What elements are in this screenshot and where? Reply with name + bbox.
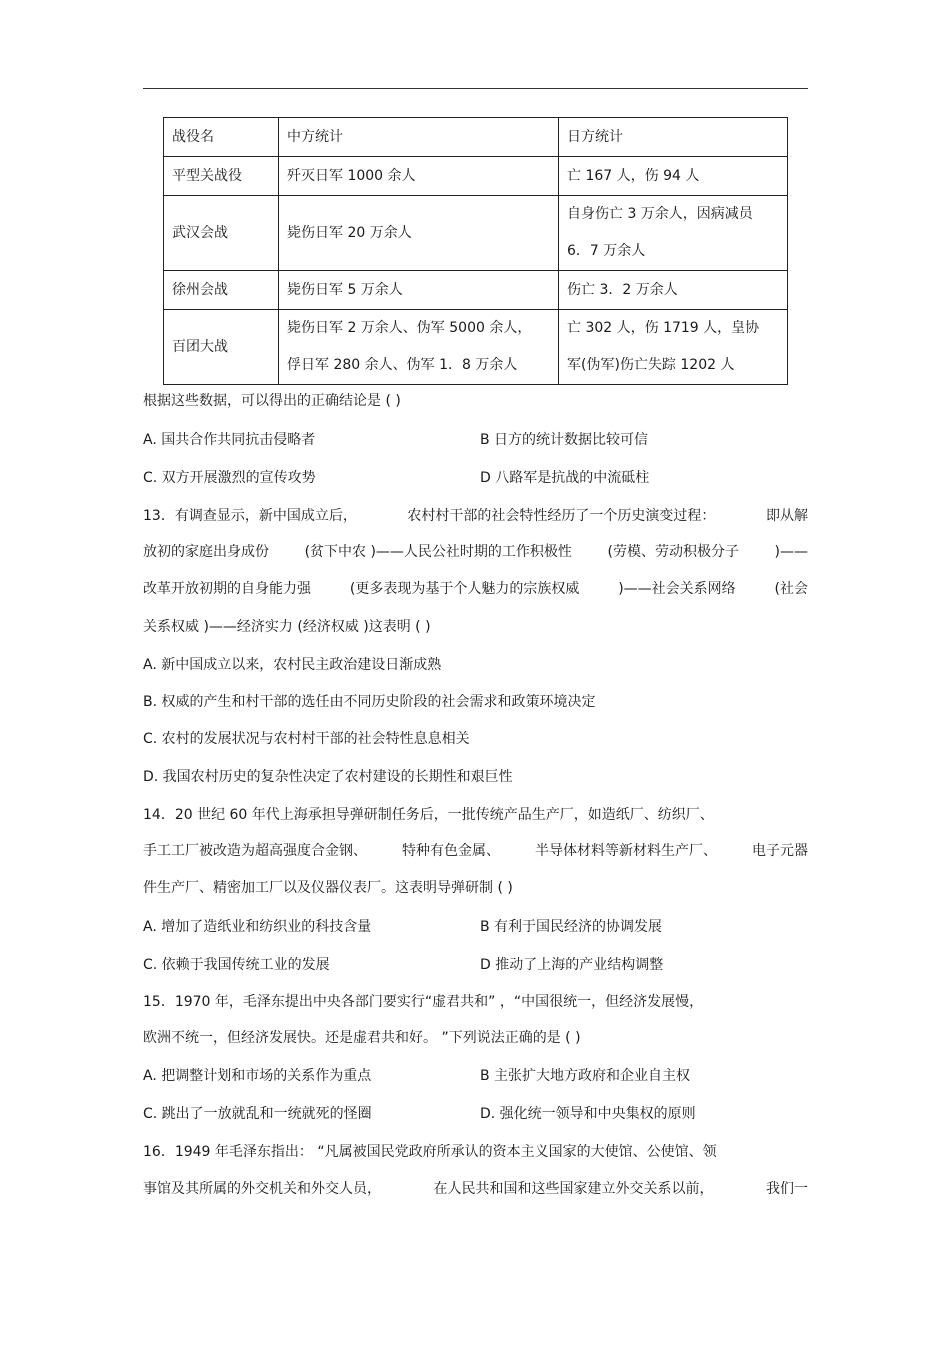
text-segment: (劳模、劳动积极分子 — [607, 544, 739, 560]
question-16-stem-line — [143, 1179, 808, 1199]
question-16-stem-line: 16．1949 年毛泽东指出： “凡属被国民党政府所承认的资本主义国家的大使馆、公使馆、领 — [143, 1144, 717, 1160]
text-segment: 即从解 — [765, 508, 808, 524]
text-segment: 在人民共和国和这些国家建立外交关系以前， — [433, 1181, 714, 1197]
question-13-option-c[interactable]: C. 农村的发展状况与农村村干部的社会特性息息相关 — [143, 731, 470, 747]
question-15-option-d[interactable]: D. 强化统一领导和中央集权的原则 — [480, 1106, 696, 1122]
header-japan-stats: 日方统计 — [559, 118, 788, 157]
table-header-row — [164, 118, 788, 157]
japan-stat: 亡 167 人，伤 94 人 — [559, 157, 788, 196]
question-15-option-a[interactable]: A. 把调整计划和市场的关系作为重点 — [143, 1068, 372, 1084]
text-segment: (贫下中农 )——人民公社时期的工作积极性 — [304, 544, 572, 560]
question-14-option-c[interactable]: C. 依赖于我国传统工业的发展 — [143, 957, 330, 973]
text-segment: 13．有调查显示，新中国成立后， — [143, 508, 357, 524]
text-segment: 半导体材料等新材料生产厂、 — [535, 843, 717, 859]
question-14-option-d[interactable]: D 推动了上海的产业结构调整 — [480, 957, 664, 973]
text-segment: (社会 — [774, 581, 808, 597]
question-14-stem-line — [143, 841, 808, 861]
battle-name: 武汉会战 — [164, 196, 279, 271]
table-row — [164, 196, 788, 271]
china-stat-line: 俘日军 280 余人、伪军 1．8 万余人 — [287, 357, 518, 373]
japan-stat-line: 亡 302 人，伤 1719 人，皇协 — [567, 320, 760, 336]
japan-stat: 伤亡 3．2 万余人 — [559, 271, 788, 310]
question-15-option-b[interactable]: B 主张扩大地方政府和企业自主权 — [480, 1068, 691, 1084]
question-13-stem-line — [143, 579, 808, 599]
question-14-option-b[interactable]: B 有利于国民经济的协调发展 — [480, 919, 663, 935]
text-segment: 改革开放初期的自身能力强 — [143, 581, 311, 597]
china-stat-line: 毙伤日军 2 万余人、伪军 5000 余人， — [287, 320, 532, 336]
japan-stat — [559, 196, 788, 271]
question-13-stem-line — [143, 506, 808, 526]
japan-stat — [559, 310, 788, 385]
table-row — [164, 310, 788, 385]
question-14-stem-line: 14．20 世纪 60 年代上海承担导弹研制任务后，一批传统产品生产厂，如造纸厂、纺织厂、 — [143, 807, 714, 823]
question-15-option-c[interactable]: C. 跳出了一放就乱和一统就死的怪圈 — [143, 1106, 372, 1122]
text-segment: 我们一 — [766, 1181, 808, 1197]
japan-stat-line: 军(伪军)伤亡失踪 1202 人 — [567, 357, 735, 373]
china-stat: 歼灭日军 1000 余人 — [279, 157, 559, 196]
battle-name: 平型关战役 — [164, 157, 279, 196]
battle-name: 百团大战 — [164, 310, 279, 385]
table-row — [164, 157, 788, 196]
header-china-stats: 中方统计 — [279, 118, 559, 157]
china-stat: 毙伤日军 5 万余人 — [279, 271, 559, 310]
question-13-option-d[interactable]: D. 我国农村历史的复杂性决定了农村建设的长期性和艰巨性 — [143, 769, 513, 785]
question-12-option-d[interactable]: D 八路军是抗战的中流砥柱 — [480, 470, 650, 486]
china-stat: 毙伤日军 20 万余人 — [279, 196, 559, 271]
text-segment: 事馆及其所属的外交机关和外交人员， — [143, 1181, 381, 1197]
question-14-option-a[interactable]: A. 增加了造纸业和纺织业的科技含量 — [143, 919, 372, 935]
japan-stat-line: 6．7 万余人 — [567, 243, 646, 259]
text-segment: 手工工厂被改造为超高强度合金钢、 — [143, 843, 367, 859]
question-13-stem-line — [143, 542, 808, 562]
text-segment: 电子元器 — [752, 843, 808, 859]
text-segment: 放初的家庭出身成份 — [143, 544, 269, 560]
question-12-option-b[interactable]: B 日方的统计数据比较可信 — [480, 432, 649, 448]
battle-statistics-table — [163, 117, 788, 385]
text-segment: )——社会关系网络 — [618, 581, 736, 597]
table-row — [164, 271, 788, 310]
question-13-stem-line: 关系权威 )——经济实力 (经济权威 )这表明 ( ) — [143, 619, 431, 635]
question-15-stem-line: 欧洲不统一，但经济发展快。还是虚君共和好。 ”下列说法正确的是 ( ) — [143, 1030, 581, 1046]
header-rule — [143, 88, 808, 89]
question-12-option-c[interactable]: C. 双方开展激烈的宣传攻势 — [143, 470, 316, 486]
question-13-option-b[interactable]: B. 权威的产生和村干部的选任由不同历史阶段的社会需求和政策环境决定 — [143, 694, 596, 710]
question-12-option-a[interactable]: A. 国共合作共同抗击侵略者 — [143, 432, 316, 448]
china-stat — [279, 310, 559, 385]
text-segment: 农村村干部的社会特性经历了一个历史演变过程： — [407, 508, 716, 524]
question-15-stem-line: 15．1970 年，毛泽东提出中央各部门要实行“虚君共和” ，“中国很统一，但经济发展慢， — [143, 994, 704, 1010]
text-segment: 特种有色金属、 — [402, 843, 500, 859]
header-battle-name: 战役名 — [164, 118, 279, 157]
text-segment: (更多表现为基于个人魅力的宗族权威 — [349, 581, 580, 597]
question-14-stem-line: 件生产厂、精密加工厂以及仪器仪表厂。这表明导弹研制 ( ) — [143, 880, 513, 896]
text-segment: )—— — [774, 544, 808, 560]
battle-name: 徐州会战 — [164, 271, 279, 310]
question-12-stem: 根据这些数据，可以得出的正确结论是 ( ) — [143, 393, 401, 409]
question-13-option-a[interactable]: A. 新中国成立以来，农村民主政治建设日渐成熟 — [143, 657, 442, 673]
japan-stat-line: 自身伤亡 3 万余人，因病减员 — [567, 206, 753, 222]
